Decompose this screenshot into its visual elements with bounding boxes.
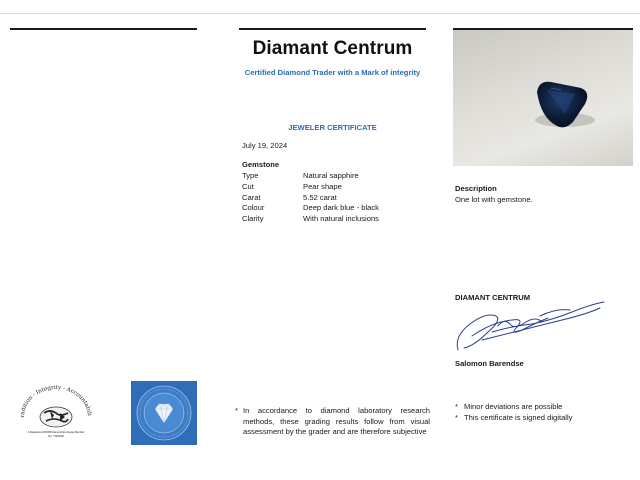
disclaimer-bullet: * [235,406,238,415]
property-row-colour [242,203,432,214]
note-item [455,413,572,424]
brand-tagline: Certified Diamond Trader with a Mark of integrity [244,68,421,77]
gemstone-photo [453,30,633,166]
brand-title: Diamant Centrum [252,38,413,59]
svg-text:A Registered WFDB Diamond Exch: A Registered WFDB Diamond Exchange Member [27,431,85,434]
signature-company: DIAMANT CENTRUM [455,293,531,302]
svg-text:Tradition - Integrity - Accoun: radition - Integrity - Accountabili [19,384,92,418]
note-bullet: * [455,402,458,411]
description-text: One lot with gemstone. [455,195,533,204]
property-row-clarity [242,214,432,225]
gemstone-properties [242,171,432,225]
signatory-name: Salomon Barendse [455,359,524,368]
certificate-notes [455,402,572,423]
property-value: With natural inclusions [303,214,379,224]
certificate-date: July 19, 2024 [242,141,288,150]
property-value: Natural sapphire [303,171,359,180]
property-value: Deep dark blue - black [303,203,379,213]
gemstone-section-title: Gemstone [242,160,280,169]
disclaimer-text: In accordance to diamond laboratory research methods, these grading results follow from visual assessment by the grader and are therefore subjective [243,406,430,437]
property-label: Type [242,171,259,180]
property-row-carat [242,193,432,204]
property-label: Carat [242,192,261,202]
note-item [455,402,572,413]
note-text: This certificate is signed digitally [464,412,573,422]
svg-text:No. 730/0000: No. 730/0000 [48,435,64,438]
center-column-rule [239,28,426,30]
note-bullet: * [455,412,458,422]
note-text: Minor deviations are possible [464,402,563,411]
certificate-heading: JEWELER CERTIFICATE [288,123,377,132]
property-label: Colour [242,203,265,213]
property-row-cut [242,182,432,193]
grading-disclaimer [235,406,430,438]
integrity-seal-icon [10,383,102,441]
top-divider [0,13,640,14]
handwritten-signature [452,296,612,358]
property-value: 5.52 carat [303,192,337,202]
description-title: Description [455,184,497,193]
property-label: Cut [242,181,254,191]
property-label: Clarity [242,214,264,224]
left-column-rule [10,28,197,30]
diamond-seal-icon [131,381,197,445]
property-value: Pear shape [303,181,342,191]
property-row-type [242,171,432,182]
